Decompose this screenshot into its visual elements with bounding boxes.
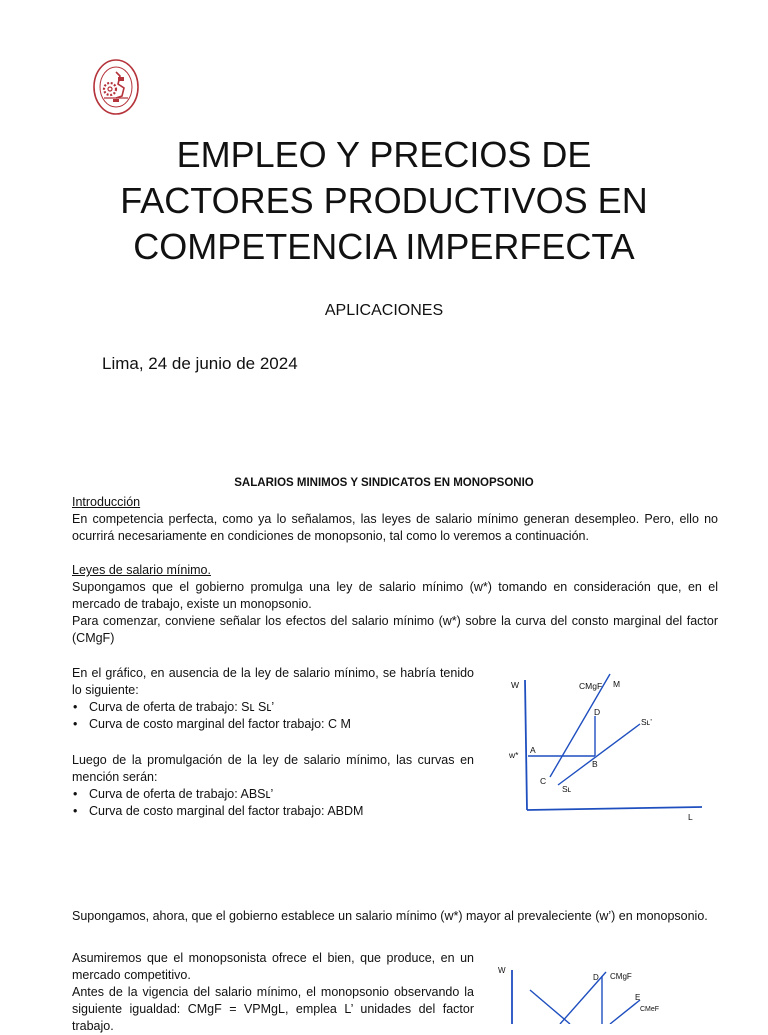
page-title	[0, 132, 768, 270]
subtitle: APLICACIONES	[324, 302, 444, 319]
after-law-block	[72, 752, 474, 820]
law-block	[72, 562, 718, 647]
point-a-label: A	[530, 745, 536, 755]
case-paragraph-2: Asumiremos que el monopsonista ofrece el bien, que produce, en un mercado competitivo.	[72, 951, 474, 982]
l-axis-line	[527, 807, 702, 810]
w-axis-label: W	[498, 966, 506, 975]
l-axis-label: L	[688, 812, 693, 822]
intro-block	[72, 494, 718, 545]
point-d-label: D	[594, 707, 601, 717]
w-axis-label: W	[511, 680, 520, 690]
cmgf-label: CMgF	[610, 972, 632, 981]
cmgf-curve	[560, 972, 606, 1024]
law-paragraph-2: Para comenzar, conviene señalar los efectos del salario mínimo (w*) sobre la curva del consto marginal del factor (CMgF)	[72, 614, 718, 645]
point-b-label: B	[592, 759, 598, 769]
graph-intro-block	[72, 665, 474, 733]
after-intro-text: Luego de la promulgación de la ley de salario mínimo, las curvas en mención serán:	[72, 753, 474, 784]
point-c-label: C	[540, 776, 547, 786]
university-seal-logo	[92, 58, 140, 116]
section-title: SALARIOS MINIMOS Y SINDICATOS EN MONOPSONIO	[234, 477, 534, 489]
point-e-label: E	[635, 993, 641, 1002]
sl-prime-label: Sʟ’	[641, 717, 652, 727]
title-line-3: COMPETENCIA IMPERFECTA	[133, 226, 635, 267]
list-item: • Curva de costo marginal del factor trabajo: C M	[72, 716, 474, 733]
monopsony-graph	[490, 962, 670, 1024]
m-label: M	[613, 679, 621, 689]
title-line-2: FACTORES PRODUCTIVOS EN	[120, 180, 648, 221]
intro-text: En competencia perfecta, como ya lo señalamos, las leyes de salario mínimo generan desempleo. Pero, ello no ocurrirá necesariamente en condiciones de monopsonio, tal como lo veremos a continuación.	[72, 512, 718, 543]
law-paragraph-1: Supongamos que el gobierno promulga una ley de salario mínimo (w*) tomando en consideración que, en el mercado de trabajo, existe un monopsonio.	[72, 580, 718, 611]
page-separator	[0, 418, 768, 419]
case-paragraph-3: Antes de la vigencia del salario mínimo, el monopsonio observando la siguiente igualdad: CMgF = VPMgL, emplea L’ unidades del factor trabajo.	[72, 985, 474, 1033]
cmgf-label: CMgF	[579, 681, 603, 691]
after-curves-list	[72, 786, 474, 820]
title-line-1: EMPLEO Y PRECIOS DE	[176, 134, 592, 175]
sl-label: Sʟ	[562, 784, 572, 794]
point-d-label: D	[593, 973, 599, 982]
w-axis-line	[525, 680, 527, 810]
cmef-label: CMeF	[640, 1006, 660, 1013]
wstar-label: w*	[509, 750, 519, 760]
case-block	[72, 950, 474, 1035]
before-curves-list	[72, 699, 474, 733]
intro-heading: Introducción	[72, 495, 141, 509]
list-item: • Curva de oferta de trabajo: Sʟ Sʟ’	[72, 699, 474, 716]
supply-curve-slsl	[558, 724, 640, 785]
case-paragraph-1: Supongamos, ahora, que el gobierno establece un salario mínimo (w*) mayor al prevaleciente (w’) en monopsonio.	[72, 909, 708, 923]
date-line: Lima, 24 de junio de 2024	[102, 354, 298, 373]
cmef-curve	[610, 1000, 640, 1024]
law-heading: Leyes de salario mínimo.	[72, 563, 211, 577]
list-item: • Curva de costo marginal del factor trabajo: ABDM	[72, 803, 474, 820]
minimum-wage-graph	[500, 672, 720, 827]
list-item: • Curva de oferta de trabajo: ABSʟ’	[72, 786, 474, 803]
graph-intro-text: En el gráfico, en ausencia de la ley de salario mínimo, se habría tenido lo siguiente:	[72, 666, 474, 697]
